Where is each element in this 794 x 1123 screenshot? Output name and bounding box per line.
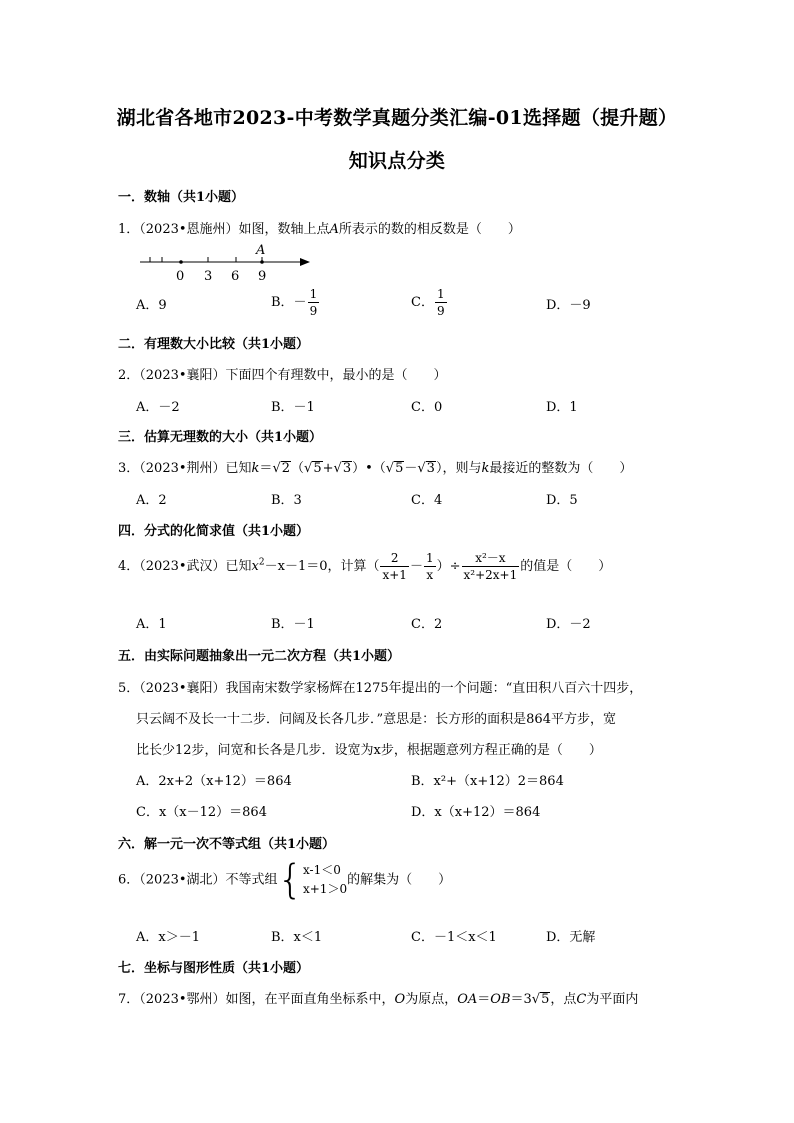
q1-point-a: A — [329, 222, 339, 237]
q5-option-c: C．x（x－12）＝864 — [136, 805, 267, 820]
q1-option-d: D．－9 — [546, 298, 591, 313]
q7-postfix: 为平面内 — [586, 992, 639, 1007]
q4-option-d: D．－2 — [546, 617, 591, 632]
section-heading-2: 二．有理数大小比较（共1小题） — [118, 337, 310, 352]
q3-option-c: C．4 — [411, 493, 443, 508]
axis-label-9: 9 — [258, 269, 267, 284]
q4-prefix: 4．（2023•武汉）已知 — [118, 559, 252, 574]
section-heading-1: 一．数轴（共1小题） — [118, 190, 245, 205]
q7-prefix: 7．（2023•鄂州）如图，在平面直角坐标系中， — [118, 992, 395, 1007]
q3-plus: + — [322, 461, 334, 476]
q2-option-a: A．－2 — [136, 400, 180, 415]
q4-exponent: 2 — [258, 557, 265, 568]
sqrt-5: 5 — [313, 461, 322, 476]
q7-eq1: ＝ — [477, 992, 491, 1007]
q2-option-b: B．－1 — [271, 400, 315, 415]
radical-icon: √ — [385, 461, 395, 476]
q3-minus: － — [404, 461, 418, 476]
q1-option-c-fraction — [435, 286, 447, 319]
q4-option-c: C．2 — [411, 617, 443, 632]
q1-option-a: A．9 — [136, 298, 167, 313]
q2-option-d: D．1 — [546, 400, 578, 415]
radical-icon: √ — [304, 461, 313, 476]
question-6-stem — [118, 857, 452, 903]
q4-option-b: B．－1 — [271, 617, 315, 632]
q3-var-k: k — [481, 461, 490, 476]
question-5-line-2: 只云阔不及长一十二步．问阔及长各几步．”意思是：长方形的面积是864平方步，宽 — [136, 712, 616, 727]
question-3-stem — [118, 457, 632, 476]
sqrt-2: 2 — [281, 461, 291, 476]
q6-option-c: C．－1＜x＜1 — [411, 930, 497, 945]
q6-option-d: D．无解 — [546, 930, 596, 945]
tick-dot-0 — [179, 260, 183, 264]
q5-option-a: A．2x+2（x+12）＝864 — [136, 774, 292, 789]
fraction-denominator: x+1 — [382, 568, 407, 582]
q3-option-b: B．3 — [271, 493, 302, 508]
fraction-numerator: 1 — [425, 551, 434, 565]
q7-point-c: C — [576, 992, 587, 1007]
q2-option-c: C．0 — [411, 400, 443, 415]
fraction-denominator: 9 — [436, 304, 445, 318]
axis-label-3: 3 — [204, 269, 213, 284]
q6-postfix: 的解集为（ ） — [347, 872, 452, 888]
q4-postfix: 的值是（ ） — [520, 559, 612, 574]
fraction-numerator: x²－x — [462, 550, 520, 567]
q4-divide: ）÷ — [436, 559, 461, 574]
point-a-dot — [260, 260, 264, 264]
fraction-denominator: x²+2x+1 — [463, 568, 518, 582]
q7-point-o: O — [394, 992, 406, 1007]
q7-mid1: 为原点， — [405, 992, 458, 1007]
inequality-row-1: x-1＜0 — [302, 863, 341, 877]
section-heading-7: 七．坐标与图形性质（共1小题） — [118, 961, 310, 976]
q3-post2: 最接近的整数为（ ） — [489, 461, 633, 476]
sqrt-3: 3 — [342, 461, 352, 476]
document-title: 湖北省各地市2023-中考数学真题分类汇编-01选择题（提升题） — [116, 107, 678, 129]
radical-icon: √ — [417, 461, 426, 476]
inequality-system — [303, 861, 347, 899]
q7-segment-oa: OA — [457, 992, 478, 1007]
q4-fraction-3 — [462, 550, 520, 583]
q3-var-k: k — [251, 461, 260, 476]
left-brace-icon: { — [277, 857, 303, 903]
q1-option-c — [411, 286, 448, 319]
section-heading-5: 五．由实际问题抽象出一元二次方程（共1小题） — [118, 649, 401, 664]
sqrt-3: 3 — [426, 461, 435, 476]
question-2-stem: 2．（2023•襄阳）下面四个有理数中，最小的是（ ） — [118, 368, 447, 383]
radical-icon: √ — [531, 992, 541, 1007]
question-5-line-3: 比长少12步，问宽和长各是几步．设宽为x步，根据题意列方程正确的是（ ） — [136, 743, 602, 758]
q4-condition: －x－1＝0，计算（ — [264, 559, 380, 574]
inequality-row-2: x+1＞0 — [302, 882, 348, 896]
q6-option-a: A．x＞－1 — [136, 930, 200, 945]
q6-option-b: B．x＜1 — [271, 930, 323, 945]
radical-icon: √ — [272, 461, 281, 476]
q5-option-b: B．x²+（x+12）2＝864 — [411, 774, 564, 789]
q4-fraction-1 — [380, 550, 408, 583]
question-7-stem — [118, 988, 638, 1007]
question-4-stem — [118, 550, 611, 583]
fraction-denominator: 9 — [309, 304, 318, 318]
question-1-stem — [118, 218, 521, 237]
q3-mid: ）•（ — [352, 461, 386, 476]
q1-option-b — [271, 286, 320, 319]
q4-var-x: x — [251, 559, 259, 574]
section-heading-3: 三．估算无理数的大小（共1小题） — [118, 430, 323, 445]
q6-prefix: 6．（2023•湖北）不等式组 — [118, 872, 278, 888]
q3-equals: ＝ — [259, 461, 273, 476]
q1-option-b-fraction — [308, 286, 320, 319]
q3-prefix: 3．（2023•荆州）已知 — [118, 461, 252, 476]
q3-open: （ — [291, 461, 305, 476]
q7-segment-ob: OB — [490, 992, 511, 1007]
radical-icon: √ — [333, 461, 342, 476]
q1-stem-b: 所表示的数的相反数是（ ） — [338, 222, 521, 237]
axis-label-0: 0 — [176, 269, 185, 284]
q4-fraction-2 — [424, 550, 436, 583]
q7-mid2: ，点 — [550, 992, 577, 1007]
q5-option-d: D．x（x+12）＝864 — [411, 805, 541, 820]
number-line-arrow — [300, 258, 310, 266]
sqrt-5: 5 — [541, 992, 550, 1007]
number-line-figure — [136, 240, 316, 286]
q3-post1: ），则与 — [435, 461, 482, 476]
fraction-numerator: 2 — [380, 550, 408, 567]
q1-option-b-prefix: B．－ — [271, 295, 307, 310]
section-heading-4: 四．分式的化简求值（共1小题） — [118, 524, 310, 539]
q3-option-d: D．5 — [546, 493, 578, 508]
section-heading-6: 六．解一元一次不等式组（共1小题） — [118, 837, 336, 852]
q4-minus: － — [409, 559, 423, 574]
document-subtitle: 知识点分类 — [348, 150, 446, 172]
q1-stem-a: 1．（2023•恩施州）如图，数轴上点 — [118, 222, 330, 237]
sqrt-5: 5 — [395, 461, 404, 476]
point-a-label: A — [256, 243, 266, 258]
fraction-numerator: 1 — [309, 287, 318, 301]
q3-option-a: A．2 — [136, 493, 167, 508]
fraction-numerator: 1 — [436, 287, 445, 301]
q4-option-a: A．1 — [136, 617, 167, 632]
question-5-line-1: 5．（2023•襄阳）我国南宋数学家杨辉在1275年提出的一个问题：“直田积八百六十四步， — [118, 681, 643, 696]
axis-label-6: 6 — [231, 269, 240, 284]
fraction-denominator: x — [426, 568, 434, 582]
q1-option-c-prefix: C． — [411, 295, 434, 310]
q7-eq2: ＝3 — [510, 992, 532, 1007]
